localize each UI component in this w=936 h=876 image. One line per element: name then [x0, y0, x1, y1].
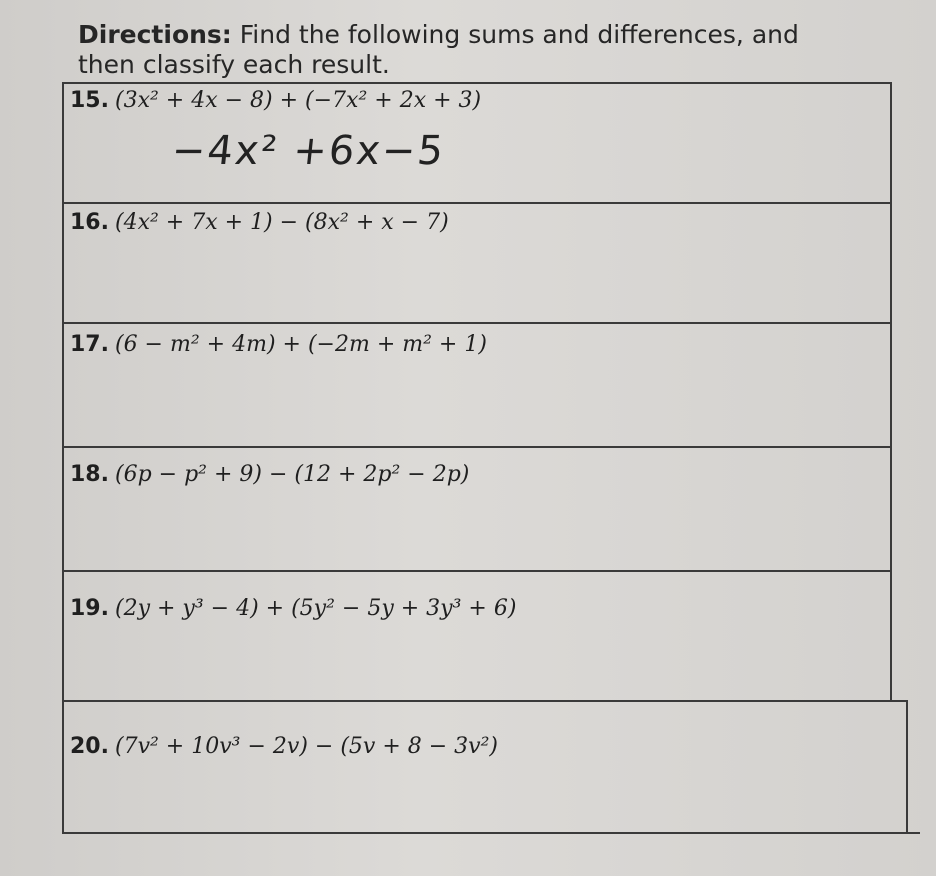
table-top-border	[62, 82, 892, 84]
problem-number: 16.	[70, 210, 109, 235]
problem-number: 19.	[70, 596, 109, 621]
problem-20	[70, 734, 498, 759]
problem-expression: (3x² + 4x − 8) + (−7x² + 2x + 3)	[114, 88, 482, 113]
problem-expression: (7v² + 10v³ − 2v) − (5v + 8 − 3v²)	[114, 734, 498, 759]
table-left-border	[62, 82, 64, 834]
row-divider	[62, 322, 892, 324]
problem-expression: (2y + y³ − 4) + (5y² − 5y + 3y³ + 6)	[114, 596, 517, 621]
row-divider	[62, 570, 892, 572]
table-bottom-border	[62, 832, 920, 834]
handwritten-answer-15: −4x² +6x−5	[169, 128, 448, 174]
directions-text	[78, 20, 858, 80]
row-divider	[62, 202, 892, 204]
problem-16	[70, 210, 449, 235]
directions-label: Directions:	[78, 20, 232, 49]
problem-15	[70, 88, 481, 113]
table-right-border-lower	[906, 700, 908, 832]
problem-expression: (6p − p² + 9) − (12 + 2p² − 2p)	[114, 462, 470, 487]
row-divider	[62, 446, 892, 448]
problem-number: 18.	[70, 462, 109, 487]
problem-number: 15.	[70, 88, 109, 113]
table-right-border	[890, 82, 892, 702]
directions-body: Find the following sums and differences, and then classify each result.	[78, 20, 799, 79]
problem-17	[70, 332, 487, 357]
problem-19	[70, 596, 516, 621]
problem-number: 20.	[70, 734, 109, 759]
problem-number: 17.	[70, 332, 109, 357]
problem-expression: (6 − m² + 4m) + (−2m + m² + 1)	[114, 332, 487, 357]
problem-18	[70, 462, 469, 487]
row-divider	[62, 700, 908, 702]
problem-table	[62, 82, 892, 834]
problem-expression: (4x² + 7x + 1) − (8x² + x − 7)	[114, 210, 449, 235]
